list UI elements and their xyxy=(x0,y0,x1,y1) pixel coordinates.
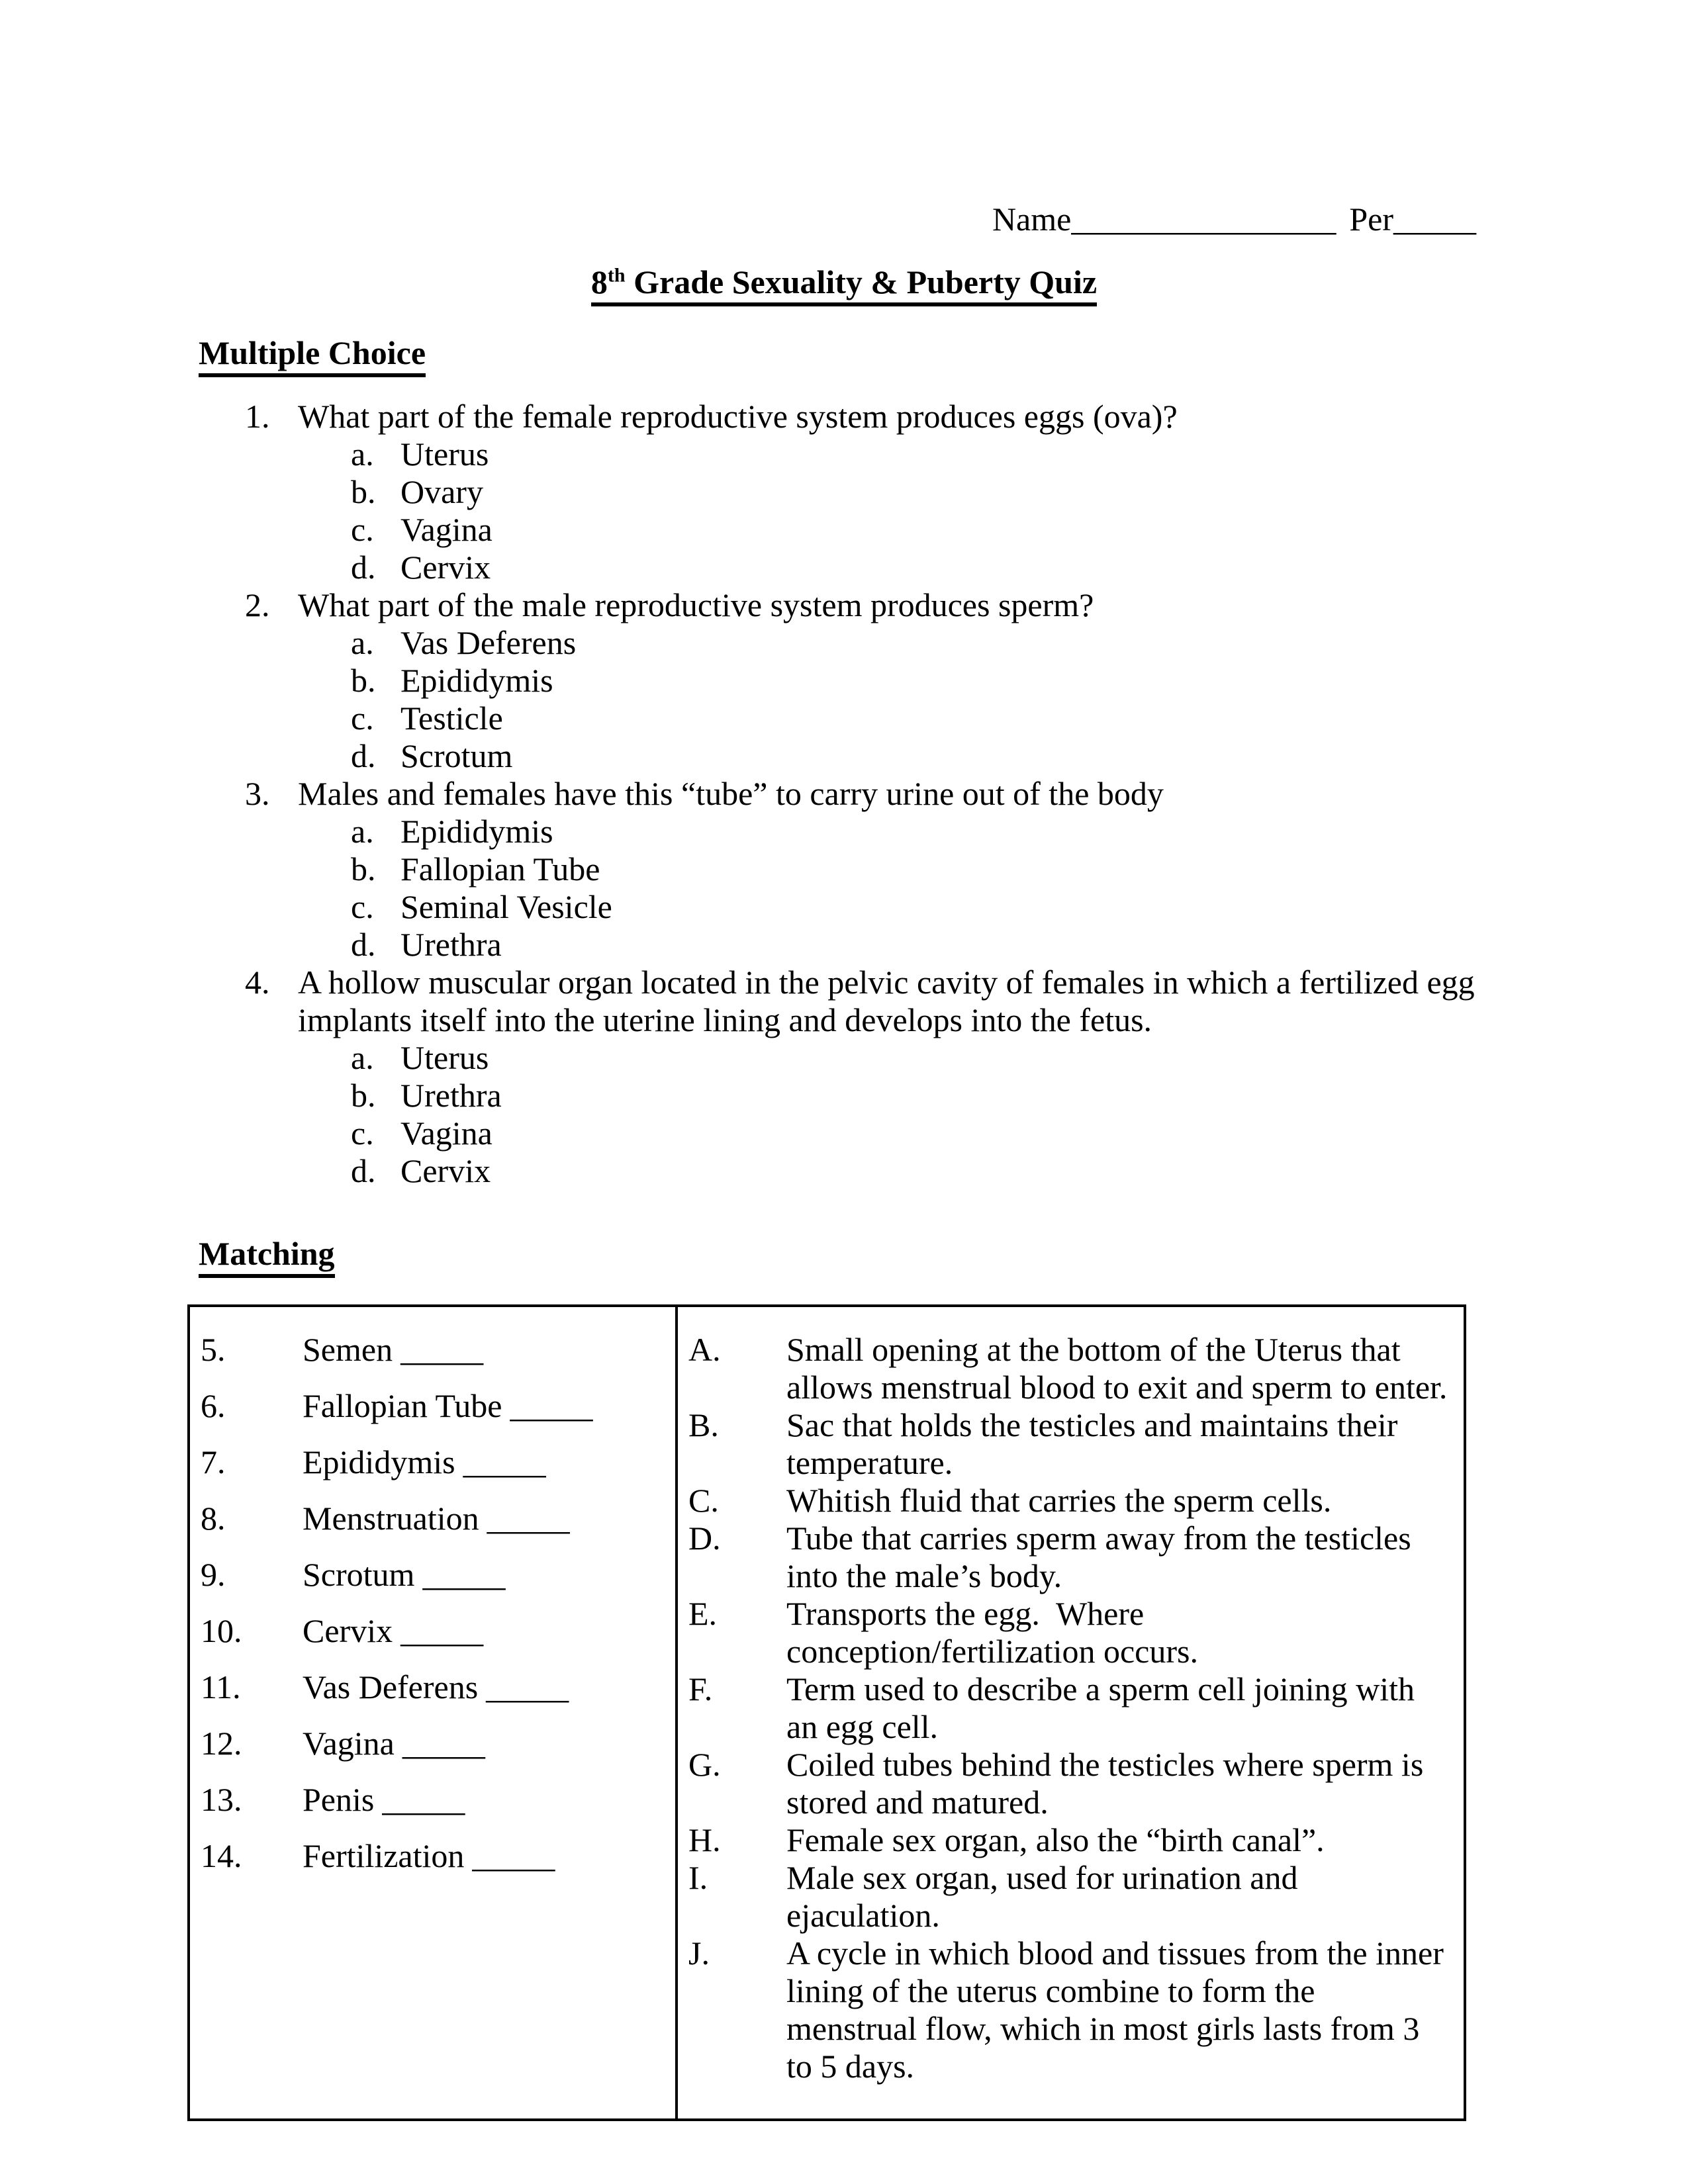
question-number: 4. xyxy=(245,964,270,1001)
matching-term xyxy=(201,1500,669,1537)
term-answer-blank: _____ xyxy=(382,1781,465,1818)
option-text: Cervix xyxy=(400,549,491,586)
option-letter: a. xyxy=(351,813,374,850)
definition-text: Male sex organ, used for urination and ejaculation. xyxy=(786,1859,1298,1934)
question-text: What part of the female reproductive system produces eggs (ova)? xyxy=(298,398,1178,435)
question-item xyxy=(199,586,1489,775)
definition-letter: E. xyxy=(688,1595,718,1632)
term-answer-blank: _____ xyxy=(510,1387,593,1424)
question-text: A hollow muscular organ located in the pelvic cavity of females in which a fertilized egg implants itself into the uterine lining and develops into the fetus. xyxy=(298,964,1475,1038)
matching-term xyxy=(201,1781,669,1819)
option-text: Uterus xyxy=(400,1039,489,1076)
matching-term xyxy=(201,1331,669,1369)
term-answer-blank: _____ xyxy=(422,1556,506,1593)
term-answer-blank: _____ xyxy=(400,1612,484,1649)
option-item xyxy=(298,1039,1489,1077)
definition-text: Whitish fluid that carries the sperm cells. xyxy=(786,1482,1332,1519)
term-number: 10. xyxy=(201,1612,242,1649)
term-answer-blank: _____ xyxy=(463,1443,546,1480)
option-letter: c. xyxy=(351,511,374,548)
option-letter: d. xyxy=(351,549,376,586)
matching-definition xyxy=(688,1520,1450,1595)
term-number: 11. xyxy=(201,1668,241,1706)
option-letter: a. xyxy=(351,435,374,473)
term-text: Semen xyxy=(303,1331,393,1368)
term-text: Vagina xyxy=(303,1725,395,1762)
option-text: Urethra xyxy=(400,1077,502,1114)
matching-term xyxy=(201,1837,669,1875)
option-item xyxy=(298,926,1489,964)
term-text: Epididymis xyxy=(303,1443,455,1480)
option-text: Ovary xyxy=(400,473,483,510)
option-item xyxy=(298,737,1489,775)
term-number: 13. xyxy=(201,1781,242,1818)
option-item xyxy=(298,813,1489,850)
question-text: What part of the male reproductive system produces sperm? xyxy=(298,586,1094,623)
definition-letter: H. xyxy=(688,1821,721,1858)
matching-term xyxy=(201,1725,669,1762)
term-answer-blank: _____ xyxy=(486,1668,569,1706)
term-number: 8. xyxy=(201,1500,226,1537)
option-item xyxy=(298,1077,1489,1115)
option-letter: a. xyxy=(351,624,374,661)
term-answer-blank: _____ xyxy=(472,1837,555,1874)
option-letter: c. xyxy=(351,1115,374,1152)
option-letter: d. xyxy=(351,926,376,963)
option-letter: c. xyxy=(351,888,374,925)
term-text: Vas Deferens xyxy=(303,1668,479,1706)
question-text: Males and females have this “tube” to carry urine out of the body xyxy=(298,775,1164,812)
question-list xyxy=(199,398,1489,1190)
option-text: Uterus xyxy=(400,435,489,473)
option-item xyxy=(298,511,1489,549)
term-text: Scrotum xyxy=(303,1556,415,1593)
matching-term xyxy=(201,1668,669,1706)
option-text: Seminal Vesicle xyxy=(400,888,612,925)
definition-letter: D. xyxy=(688,1520,721,1557)
term-text: Cervix xyxy=(303,1612,393,1649)
definition-letter: I. xyxy=(688,1859,708,1896)
question-number: 2. xyxy=(245,586,270,623)
matching-definition xyxy=(688,1406,1450,1482)
option-letter: b. xyxy=(351,1077,376,1114)
option-text: Cervix xyxy=(400,1152,491,1189)
quiz-title xyxy=(199,263,1489,306)
term-answer-blank: _____ xyxy=(487,1500,570,1537)
question-item xyxy=(199,398,1489,586)
title-rest: Grade Sexuality & Puberty Quiz xyxy=(625,263,1098,300)
option-letter: b. xyxy=(351,850,376,887)
definition-letter: G. xyxy=(688,1746,721,1783)
option-letter: b. xyxy=(351,473,376,510)
definition-text: Coiled tubes behind the testicles where sperm is stored and matured. xyxy=(786,1746,1424,1821)
matching-heading xyxy=(199,1235,1489,1278)
option-item xyxy=(298,888,1489,926)
term-answer-blank: _____ xyxy=(402,1725,485,1762)
definition-letter: B. xyxy=(688,1406,719,1443)
option-letter: d. xyxy=(351,737,376,774)
term-number: 5. xyxy=(201,1331,226,1368)
option-list xyxy=(298,1039,1489,1190)
option-item xyxy=(298,624,1489,662)
term-number: 12. xyxy=(201,1725,242,1762)
definition-text: A cycle in which blood and tissues from the inner lining of the uterus combine to form the menstrual flow, which in most girls lasts from 3 to 5 days. xyxy=(786,1934,1444,2085)
matching-term xyxy=(201,1556,669,1594)
matching-definitions-column xyxy=(677,1306,1465,2120)
name-blank: ________________ xyxy=(1071,201,1336,238)
option-text: Epididymis xyxy=(400,662,553,699)
option-text: Vas Deferens xyxy=(400,624,577,661)
option-item xyxy=(298,700,1489,737)
option-text: Vagina xyxy=(400,511,492,548)
definition-text: Female sex organ, also the “birth canal”. xyxy=(786,1821,1325,1858)
matching-definition xyxy=(688,1595,1450,1670)
definition-text: Small opening at the bottom of the Uterus that allows menstrual blood to exit and sperm to enter. xyxy=(786,1331,1448,1406)
option-item xyxy=(298,1152,1489,1190)
option-letter: b. xyxy=(351,662,376,699)
option-letter: d. xyxy=(351,1152,376,1189)
matching-definition xyxy=(688,1934,1450,2085)
matching-definition xyxy=(688,1859,1450,1934)
per-label: Per xyxy=(1349,201,1393,238)
matching-definition xyxy=(688,1331,1450,1406)
option-item xyxy=(298,662,1489,700)
option-text: Fallopian Tube xyxy=(400,850,600,887)
question-number: 1. xyxy=(245,398,270,435)
matching-definition xyxy=(688,1746,1450,1821)
option-text: Scrotum xyxy=(400,737,513,774)
question-item xyxy=(199,964,1489,1190)
definition-letter: A. xyxy=(688,1331,721,1368)
question-number: 3. xyxy=(245,775,270,812)
option-item xyxy=(298,850,1489,888)
definition-text: Transports the egg. Where conception/fertilization occurs. xyxy=(786,1595,1198,1670)
matching-table-row xyxy=(189,1306,1465,2120)
option-text: Vagina xyxy=(400,1115,492,1152)
definition-text: Tube that carries sperm away from the testicles into the male’s body. xyxy=(786,1520,1411,1594)
option-list xyxy=(298,813,1489,964)
definition-letter: F. xyxy=(688,1670,713,1707)
matching-definition xyxy=(688,1670,1450,1746)
term-text: Penis xyxy=(303,1781,375,1818)
term-text: Menstruation xyxy=(303,1500,479,1537)
matching-term xyxy=(201,1612,669,1650)
definition-text: Sac that holds the testicles and maintains their temperature. xyxy=(786,1406,1398,1481)
option-item xyxy=(298,1115,1489,1152)
term-text: Fertilization xyxy=(303,1837,465,1874)
definition-letter: C. xyxy=(688,1482,719,1519)
matching-definition xyxy=(688,1821,1450,1859)
term-number: 7. xyxy=(201,1443,226,1480)
option-text: Urethra xyxy=(400,926,502,963)
term-answer-blank: _____ xyxy=(400,1331,484,1368)
term-text: Fallopian Tube xyxy=(303,1387,502,1424)
matching-table xyxy=(187,1304,1466,2121)
matching-definition xyxy=(688,1482,1450,1520)
matching-terms-column xyxy=(189,1306,677,2120)
multiple-choice-heading-text: Multiple Choice xyxy=(199,334,426,377)
option-letter: a. xyxy=(351,1039,374,1076)
title-ordinal-suffix: th xyxy=(607,264,626,287)
quiz-title-text xyxy=(591,263,1097,306)
term-number: 6. xyxy=(201,1387,226,1424)
matching-heading-text: Matching xyxy=(199,1235,335,1278)
per-blank: _____ xyxy=(1393,201,1476,238)
definition-text: Term used to describe a sperm cell joining with an egg cell. xyxy=(786,1670,1415,1745)
multiple-choice-heading xyxy=(199,334,1489,377)
title-grade-number: 8 xyxy=(590,263,608,300)
question-item xyxy=(199,775,1489,964)
term-number: 14. xyxy=(201,1837,242,1874)
option-list xyxy=(298,624,1489,775)
matching-term xyxy=(201,1443,669,1481)
option-item xyxy=(298,435,1489,473)
option-text: Testicle xyxy=(400,700,503,737)
option-item xyxy=(298,473,1489,511)
matching-term xyxy=(201,1387,669,1425)
name-label: Name xyxy=(992,201,1072,238)
option-item xyxy=(298,549,1489,586)
option-text: Epididymis xyxy=(400,813,553,850)
term-number: 9. xyxy=(201,1556,226,1593)
option-letter: c. xyxy=(351,700,374,737)
option-list xyxy=(298,435,1489,586)
name-per-line xyxy=(199,201,1489,238)
definition-letter: J. xyxy=(688,1934,710,1972)
